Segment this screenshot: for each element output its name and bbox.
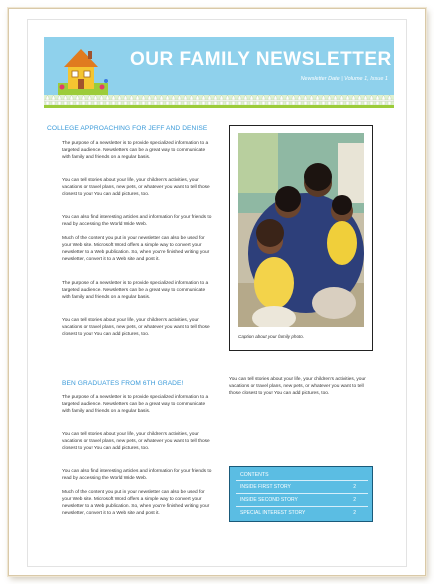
article1-paragraph-6: You can tell stories about your life, your children's activities, your vacations or travel plans, new pets, or whatever you want to tell those closest to you! You can add pictures, too.	[62, 318, 210, 337]
article2-paragraph-3: You can also find interesting articles and information for your friends to read by accessing the World Wide Web.	[62, 469, 212, 481]
article1-paragraph-1: The purpose of a newsletter is to provide specialized information to a targeted audience. Newsletters can be a great way to communicate with family and friends on a regular basis.	[62, 141, 209, 160]
article1-heading: COLLEGE APPROACHING FOR JEFF AND DENISE	[47, 125, 208, 132]
contents-item-label: INSIDE SECOND STORY	[240, 497, 298, 503]
contents-item-2[interactable]	[236, 493, 368, 506]
article2-heading: BEN GRADUATES FROM 6TH GRADE!	[62, 380, 184, 387]
article2-paragraph-right: You can tell stories about your life, your children's activities, your vacations or travel plans, new pets, or whatever you want to tell those closest to you! You can add pictures, too.	[229, 377, 366, 396]
contents-item-label: SPECIAL INTEREST STORY	[240, 510, 306, 516]
grass-strip	[44, 105, 394, 108]
contents-item-1[interactable]	[236, 480, 368, 493]
contents-item-page: 2	[353, 510, 356, 516]
article1-paragraph-5: The purpose of a newsletter is to provide specialized information to a targeted audience. Newsletters can be a great way to communicate with family and friends on a regular basis.	[62, 281, 209, 300]
contents-item-page: 2	[353, 484, 356, 490]
article1-paragraph-3: You can also find interesting articles and information for your friends to read by accessing the World Wide Web.	[62, 215, 212, 227]
article2-paragraph-1: The purpose of a newsletter is to provide specialized information to a targeted audience. Newsletters can be a great way to communicate with family and friends on a regular basis.	[62, 395, 209, 414]
newsletter-date-volume: Newsletter Date | Volume 1, Issue 1	[300, 76, 388, 82]
contents-box	[229, 466, 373, 522]
contents-item-3[interactable]	[236, 506, 368, 519]
contents-item-label: INSIDE FIRST STORY	[240, 484, 291, 490]
masthead-banner	[44, 37, 394, 95]
house-icon	[58, 43, 108, 95]
family-photo	[238, 133, 364, 327]
picket-fence	[44, 95, 394, 105]
photo-caption: Caption about your family photo.	[238, 334, 305, 339]
contents-title: CONTENTS	[240, 472, 269, 478]
contents-item-page: 2	[353, 497, 356, 503]
article2-paragraph-4: Much of the content you put in your newsletter can also be used for your Web site. Microsoft Word offers a simple way to convert your newsletter to a Web publication. So, when you're finished writing your newsletter, convert it to a Web site and post it.	[62, 490, 210, 516]
article1-paragraph-2: You can tell stories about your life, your children's activities, your vacations or travel plans, new pets, or whatever you want to tell those closest to you! You can add pictures, too.	[62, 178, 210, 197]
article1-paragraph-4: Much of the content you put in your newsletter can also be used for your Web site. Microsoft Word offers a simple way to convert your newsletter to a Web publication. So, when you're finished writing your newsletter, convert it to a Web site and post it.	[62, 236, 210, 262]
article2-paragraph-2: You can tell stories about your life, your children's activities, your vacations or travel plans, new pets, or whatever you want to tell those closest to you! You can add pictures, too.	[62, 432, 210, 451]
newsletter-title: OUR FAMILY NEWSLETTER	[130, 49, 392, 70]
